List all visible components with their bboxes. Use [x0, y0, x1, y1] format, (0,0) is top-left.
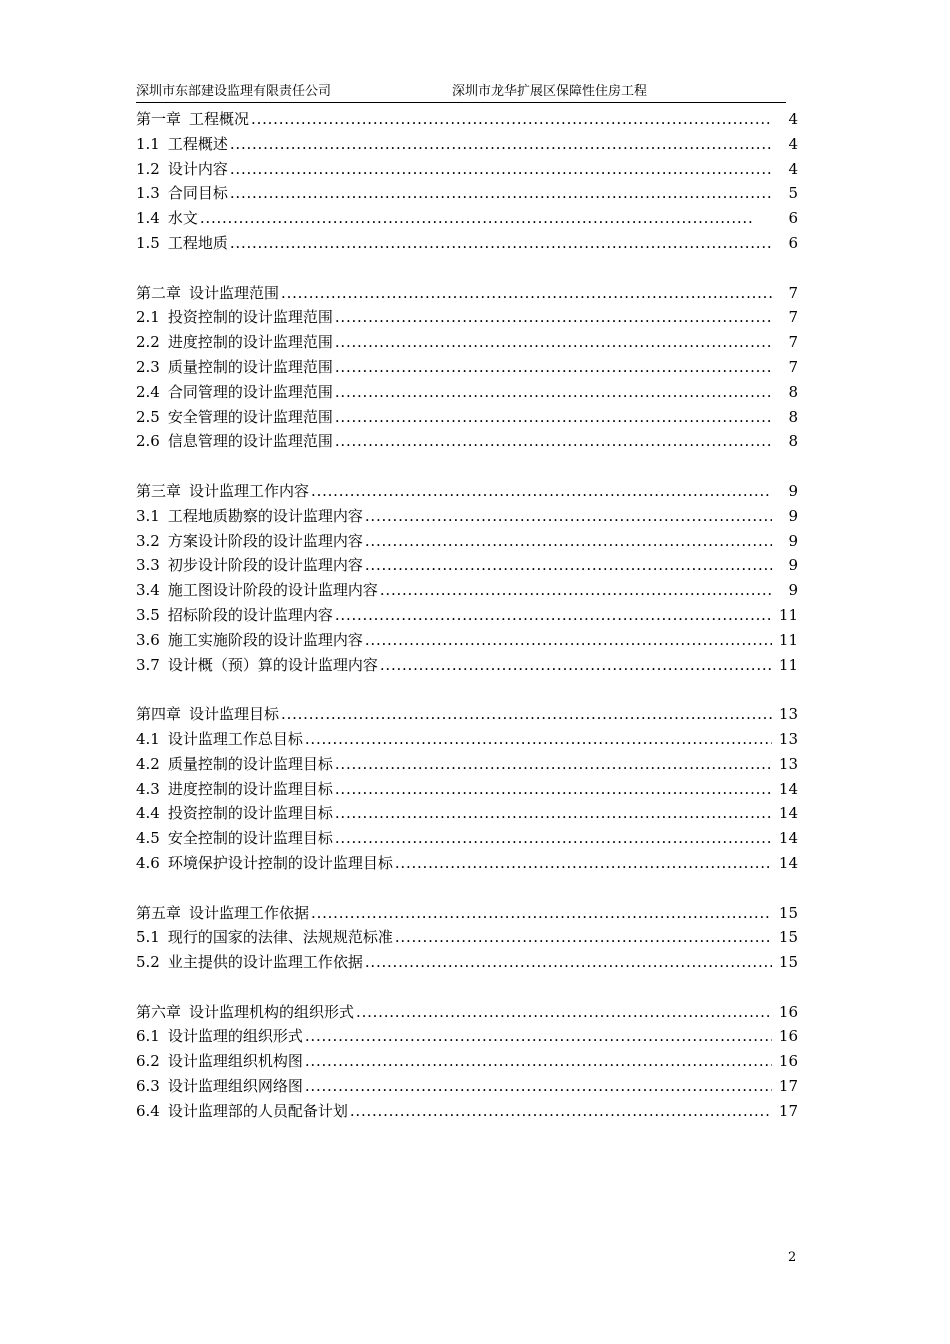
- toc-number: 6.2: [136, 1052, 160, 1071]
- toc-leader: [303, 1049, 772, 1074]
- toc-title: 环境保护设计控制的设计监理目标: [167, 853, 393, 872]
- toc-section[interactable]: [136, 181, 798, 206]
- toc-section[interactable]: [136, 1049, 798, 1074]
- toc-section[interactable]: [136, 777, 798, 802]
- toc-leader: [228, 181, 772, 206]
- toc-number: 1.5: [136, 233, 160, 252]
- toc-number: 2.6: [136, 432, 160, 451]
- toc-number: 3.5: [136, 605, 160, 624]
- toc-page: 4: [788, 159, 798, 178]
- toc-leader: [303, 1024, 772, 1049]
- toc-page: 5: [788, 184, 798, 203]
- toc-leader: [363, 504, 772, 529]
- toc-number: 2.3: [136, 357, 160, 376]
- toc-section[interactable]: [136, 603, 798, 628]
- toc-leader: [228, 231, 772, 256]
- toc-number: 1.1: [136, 134, 160, 153]
- toc-title: 安全管理的设计监理范围: [167, 407, 333, 426]
- toc-page: 7: [788, 283, 798, 302]
- toc-section[interactable]: [136, 752, 798, 777]
- toc-page: 15: [778, 953, 798, 972]
- toc-leader: [333, 355, 772, 380]
- page-header: [136, 80, 786, 103]
- toc-title: 设计监理机构的组织形式: [189, 1002, 355, 1021]
- toc-number: 6.3: [136, 1077, 160, 1096]
- toc-title: 合同管理的设计监理范围: [167, 382, 333, 401]
- toc-number: 2.1: [136, 308, 160, 327]
- toc-page: 7: [788, 357, 798, 376]
- toc-title: 投资控制的设计监理目标: [167, 804, 333, 823]
- toc-title: 工程概述: [167, 134, 228, 153]
- toc-chapter[interactable]: [136, 702, 798, 727]
- toc-number: 第一章: [136, 110, 182, 128]
- toc-number: 4.5: [136, 829, 160, 848]
- toc-leader: [228, 132, 772, 157]
- toc-page: 16: [778, 1027, 798, 1046]
- toc-page: 17: [778, 1077, 798, 1096]
- toc-page: 9: [788, 481, 798, 500]
- toc-page: 15: [778, 903, 798, 922]
- header-company: 深圳市东部建设监理有限责任公司: [136, 84, 332, 99]
- toc-section[interactable]: [136, 553, 798, 578]
- toc-title: 设计监理的组织形式: [167, 1027, 303, 1046]
- toc-number: 5.1: [136, 928, 160, 947]
- toc-section[interactable]: [136, 950, 798, 975]
- toc-number: 2.2: [136, 333, 160, 352]
- toc-section[interactable]: [136, 206, 798, 231]
- toc-leader: [309, 479, 772, 504]
- toc-title: 质量控制的设计监理目标: [167, 754, 333, 773]
- toc-section[interactable]: [136, 405, 798, 430]
- toc-number: 3.2: [136, 531, 160, 550]
- toc-section[interactable]: [136, 1024, 798, 1049]
- toc-page: 6: [788, 209, 798, 228]
- toc-title: 设计监理工作总目标: [167, 729, 303, 748]
- toc-page: 11: [778, 655, 798, 674]
- toc-leader: [363, 628, 772, 653]
- toc-number: 3.4: [136, 581, 160, 600]
- toc-chapter[interactable]: [136, 901, 798, 926]
- toc-page: 14: [778, 804, 798, 823]
- toc-number: 3.7: [136, 655, 160, 674]
- toc-number: 4.2: [136, 754, 160, 773]
- toc-leader: [333, 429, 772, 454]
- toc-section[interactable]: [136, 157, 798, 182]
- toc-page: 9: [788, 556, 798, 575]
- toc-gap: [136, 256, 798, 281]
- toc-title: 进度控制的设计监理目标: [167, 779, 333, 798]
- toc-gap: [136, 454, 798, 479]
- toc-number: 1.3: [136, 184, 160, 203]
- toc-leader: [333, 405, 772, 430]
- toc-gap: [136, 876, 798, 901]
- toc-number: 3.3: [136, 556, 160, 575]
- toc-page: 13: [778, 705, 798, 724]
- toc-number: 3.6: [136, 630, 160, 649]
- toc-title: 施工图设计阶段的设计监理内容: [167, 581, 378, 600]
- toc-leader: [309, 901, 772, 926]
- toc-title: 施工实施阶段的设计监理内容: [167, 630, 363, 649]
- toc-page: 7: [788, 333, 798, 352]
- toc-title: 水文: [167, 209, 198, 228]
- toc-section[interactable]: [136, 727, 798, 752]
- toc-title: 设计监理工作依据: [189, 903, 310, 922]
- toc-section[interactable]: [136, 429, 798, 454]
- toc-number: 1.2: [136, 159, 160, 178]
- toc-page: 7: [788, 308, 798, 327]
- toc-page: 14: [778, 779, 798, 798]
- toc-title: 设计概（预）算的设计监理内容: [167, 655, 378, 674]
- toc-chapter[interactable]: [136, 479, 798, 504]
- toc-page: 4: [788, 134, 798, 153]
- toc-section[interactable]: [136, 132, 798, 157]
- toc-title: 合同目标: [167, 184, 228, 203]
- toc-leader: [333, 777, 772, 802]
- toc-section[interactable]: [136, 578, 798, 603]
- toc-title: 初步设计阶段的设计监理内容: [167, 556, 363, 575]
- toc-number: 第六章: [136, 1002, 182, 1021]
- toc-page: 13: [778, 729, 798, 748]
- toc-section[interactable]: [136, 380, 798, 405]
- toc-leader: [279, 281, 772, 306]
- toc-title: 工程概况: [189, 110, 250, 128]
- toc-number: 第三章: [136, 481, 182, 500]
- toc-title: 设计监理工作内容: [189, 481, 310, 500]
- toc-number: 4.4: [136, 804, 160, 823]
- toc-title: 业主提供的设计监理工作依据: [167, 953, 363, 972]
- toc-leader: [363, 950, 772, 975]
- toc-leader: [333, 305, 772, 330]
- toc-title: 设计内容: [167, 159, 228, 178]
- toc-section[interactable]: [136, 355, 798, 380]
- toc-page: 8: [788, 382, 798, 401]
- toc-leader: [363, 553, 772, 578]
- toc-chapter[interactable]: [136, 107, 798, 132]
- toc-title: 招标阶段的设计监理内容: [167, 605, 333, 624]
- toc-leader: [378, 653, 772, 678]
- toc-leader: [303, 727, 772, 752]
- toc-title: 方案设计阶段的设计监理内容: [167, 531, 363, 550]
- toc-chapter[interactable]: [136, 281, 798, 306]
- toc-section[interactable]: [136, 305, 798, 330]
- toc-section[interactable]: [136, 653, 798, 678]
- toc-leader: [393, 925, 772, 950]
- toc-leader: [348, 1099, 772, 1124]
- toc-gap: [136, 975, 798, 1000]
- toc-number: 6.1: [136, 1027, 160, 1046]
- toc-page: 13: [778, 754, 798, 773]
- toc-title: 设计监理部的人员配备计划: [167, 1101, 348, 1120]
- toc-chapter[interactable]: [136, 1000, 798, 1025]
- toc-title: 安全控制的设计监理目标: [167, 829, 333, 848]
- toc-leader: [393, 851, 772, 876]
- toc-number: 4.1: [136, 729, 160, 748]
- toc-page: 17: [778, 1101, 798, 1120]
- toc-page: 8: [788, 407, 798, 426]
- toc-number: 1.4: [136, 209, 160, 228]
- toc-section[interactable]: [136, 1099, 798, 1124]
- toc-title: 设计监理范围: [189, 283, 280, 302]
- page-number: 2: [788, 1250, 797, 1265]
- toc-page: 16: [778, 1002, 798, 1021]
- toc-number: 第五章: [136, 903, 182, 922]
- toc-title: 设计监理组织网络图: [167, 1077, 303, 1096]
- toc-leader: [333, 330, 772, 355]
- toc-section[interactable]: [136, 801, 798, 826]
- toc-number: 4.6: [136, 853, 160, 872]
- toc-page: 15: [778, 928, 798, 947]
- toc-section[interactable]: [136, 925, 798, 950]
- toc-leader: [333, 801, 772, 826]
- toc-page: 8: [788, 432, 798, 451]
- toc-leader: [354, 1000, 772, 1025]
- toc-leader: [333, 380, 772, 405]
- toc-leader: [333, 603, 772, 628]
- toc-page: 16: [778, 1052, 798, 1071]
- toc-leader: [198, 206, 772, 231]
- toc-page: 14: [778, 829, 798, 848]
- toc-title: 进度控制的设计监理范围: [167, 333, 333, 352]
- toc-section[interactable]: [136, 504, 798, 529]
- toc-page: 6: [788, 233, 798, 252]
- toc-title: 现行的国家的法律、法规规范标准: [167, 928, 393, 947]
- toc-section[interactable]: [136, 826, 798, 851]
- toc-page: 4: [788, 110, 798, 128]
- toc-number: 4.3: [136, 779, 160, 798]
- toc-leader: [378, 578, 772, 603]
- toc-number: 5.2: [136, 953, 160, 972]
- toc-section[interactable]: [136, 330, 798, 355]
- table-of-contents: [136, 107, 798, 1124]
- toc-section[interactable]: [136, 628, 798, 653]
- toc-section[interactable]: [136, 851, 798, 876]
- toc-title: 设计监理组织机构图: [167, 1052, 303, 1071]
- toc-page: 9: [788, 506, 798, 525]
- toc-leader: [333, 826, 772, 851]
- toc-title: 质量控制的设计监理范围: [167, 357, 333, 376]
- header-project: 深圳市龙华扩展区保障性住房工程: [452, 84, 648, 99]
- toc-title: 信息管理的设计监理范围: [167, 432, 333, 451]
- toc-page: 9: [788, 581, 798, 600]
- toc-page: 11: [778, 630, 798, 649]
- toc-number: 第二章: [136, 283, 182, 302]
- toc-leader: [333, 752, 772, 777]
- toc-title: 设计监理目标: [189, 705, 280, 724]
- toc-section[interactable]: [136, 231, 798, 256]
- toc-leader: [228, 157, 772, 182]
- toc-leader: [249, 107, 772, 132]
- toc-number: 2.4: [136, 382, 160, 401]
- toc-leader: [303, 1074, 772, 1099]
- toc-title: 投资控制的设计监理范围: [167, 308, 333, 327]
- toc-number: 3.1: [136, 506, 160, 525]
- toc-page: 11: [778, 605, 798, 624]
- toc-title: 工程地质: [167, 233, 228, 252]
- toc-number: 第四章: [136, 705, 182, 724]
- toc-number: 2.5: [136, 407, 160, 426]
- toc-title: 工程地质勘察的设计监理内容: [167, 506, 363, 525]
- toc-gap: [136, 677, 798, 702]
- toc-number: 6.4: [136, 1101, 160, 1120]
- toc-page: 9: [788, 531, 798, 550]
- toc-leader: [279, 702, 772, 727]
- toc-page: 14: [778, 853, 798, 872]
- toc-section[interactable]: [136, 529, 798, 554]
- toc-section[interactable]: [136, 1074, 798, 1099]
- toc-leader: [363, 529, 772, 554]
